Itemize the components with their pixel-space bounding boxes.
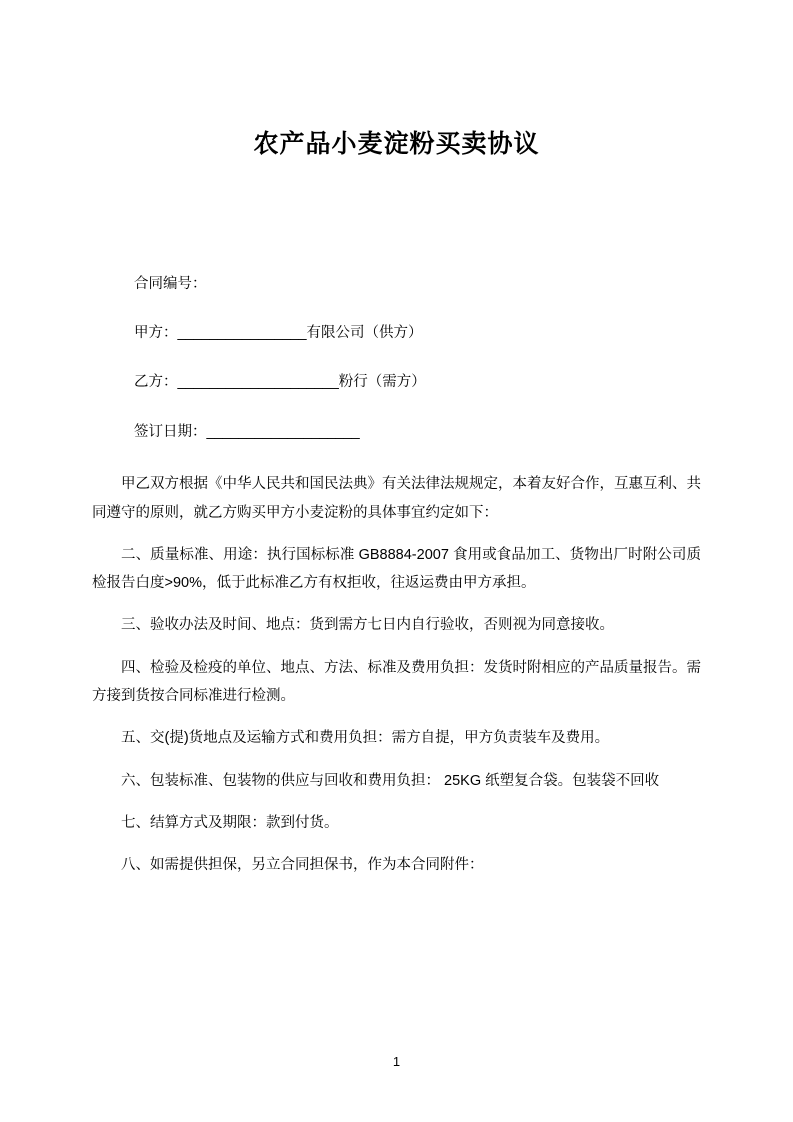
field-party-a: 甲方：________________有限公司（供方） — [134, 324, 423, 341]
paragraph-clause-4: 四、检验及检疫的单位、地点、方法、标准及费用负担：发货时附相应的产品质量报告。需方接到货按合同标准进行检测。 — [92, 659, 701, 704]
paragraph-clause-7: 七、结算方式及期限：款到付货。 — [121, 814, 339, 831]
page-title: 农产品小麦淀粉买卖协议 — [253, 130, 540, 158]
paragraph-clause-2: 二、质量标准、用途：执行国标标准 GB8884-2007 食用或食品加工、货物出厂时附公司质检报告白度>90%，低于此标准乙方有权拒收，往返运费由甲方承担。 — [92, 546, 701, 592]
field-party-b: 乙方：____________________粉行（需方） — [134, 374, 426, 391]
field-contract-number: 合同编号： — [134, 275, 207, 292]
document-body — [92, 273, 701, 880]
paragraph-clause-6: 六、包装标准、包装物的供应与回收和费用负担： 25KG 纸塑复合袋。包装袋不回收 — [121, 772, 660, 789]
paragraph-clause-8: 八、如需提供担保，另立合同担保书，作为本合同附件： — [121, 857, 484, 874]
paragraph-clause-5: 五、交(提)货地点及运输方式和费用负担：需方自提，甲方负责装车及费用。 — [121, 730, 610, 747]
paragraph-clause-3: 三、验收办法及时间、地点：货到需方七日内自行验收，否则视为同意接收。 — [121, 617, 614, 634]
field-sign-date: 签订日期：___________________ — [134, 423, 360, 440]
paragraph-preamble: 甲乙双方根据《中华人民共和国民法典》有关法律法规规定，本着友好合作，互惠互利、共同遵守的原则，就乙方购买甲方小麦淀粉的具体事宜约定如下： — [92, 476, 701, 521]
page-number: 1 — [392, 1054, 401, 1069]
